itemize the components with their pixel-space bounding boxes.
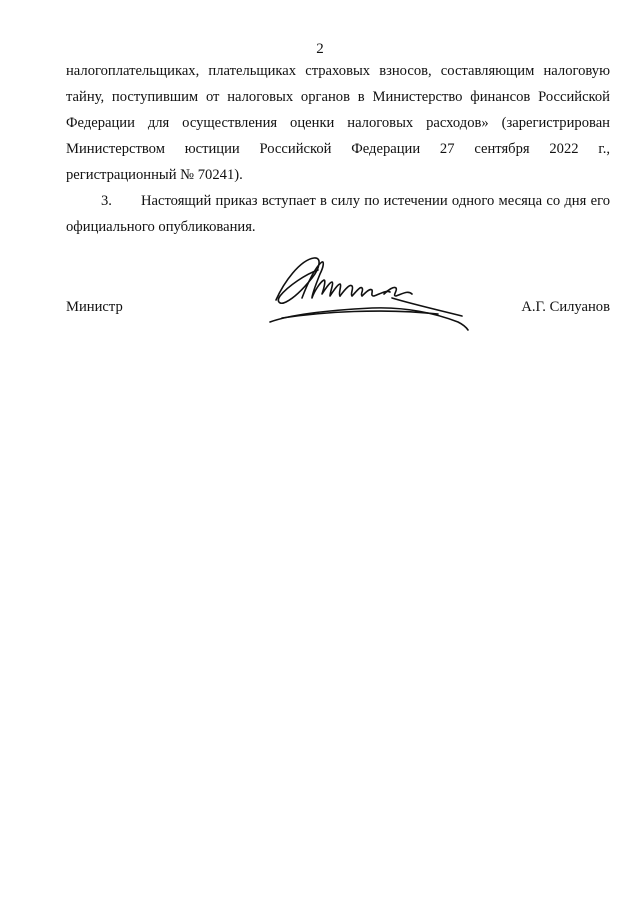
paragraph-line: регистрационный № 70241). (66, 167, 243, 183)
item-3-text-line: официального опубликования. (66, 219, 256, 235)
signature-row (66, 296, 610, 318)
item-number: 3. (101, 193, 112, 209)
signer-title: Министр (66, 299, 123, 315)
item-3-text-line: Настоящий приказ вступает в силу по истечении одного месяца со дня его (141, 193, 610, 209)
signer-name: А.Г. Силуанов (521, 299, 610, 315)
paragraph-line: тайну, поступившим от налоговых органов в Министерство финансов Российской (66, 89, 610, 105)
paragraph-line: Федерации для осуществления оценки налоговых расходов» (зарегистрирован (66, 115, 610, 131)
handwritten-signature (262, 252, 474, 332)
page-number: 2 (316, 41, 324, 57)
paragraph-line: Министерством юстиции Российской Федерации 27 сентября 2022 г., (66, 141, 610, 157)
paragraph-line: налогоплательщиках, плательщиках страховых взносов, составляющим налоговую (66, 63, 610, 79)
document-body (66, 58, 610, 240)
item-3-first-row (66, 188, 610, 214)
